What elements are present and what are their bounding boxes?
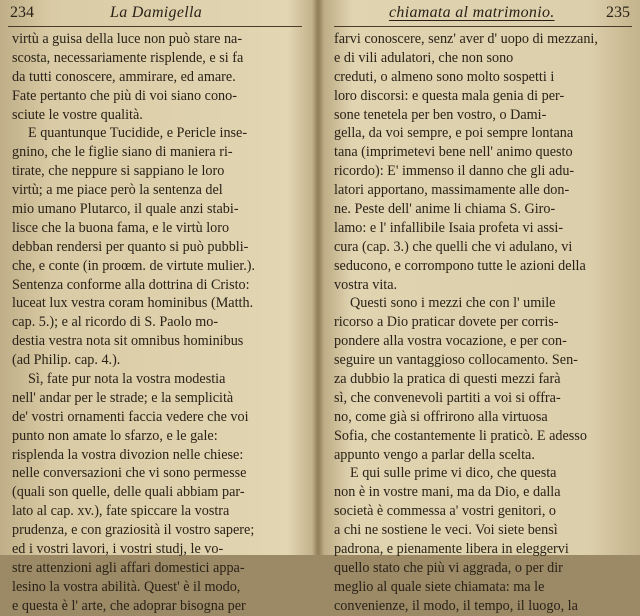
text-line: Sofia, che costantemente li praticò. E adesso [334,427,587,444]
text-line: risplenda la vostra divozion nelle chiese: [12,446,244,463]
text-line: lisce che la buona fama, e le virtù loro [12,219,230,236]
text-line: convenienze, il modo, il tempo, il luogo, la [334,597,578,614]
text-line: nell' andar per le strade; e la semplicità [12,389,234,406]
text-line: debban rendersi per quanto si può pubbli- [12,238,249,255]
text-line: società è commessa a' vostri genitori, o [334,503,557,520]
right-page-header [334,4,630,26]
text-line: padrona, e pienamente libera in eleggervi [334,541,569,558]
text-line: pondere alla vostra vocazione, e per con- [334,333,567,350]
text-line: quello stato che più vi aggrada, o per dir [334,559,563,576]
text-line: Sentenza conforme alla dottrina di Cristo: [12,276,250,293]
text-line: seducono, e corrompono tutte le azioni della [334,257,586,274]
book-gutter [312,0,324,555]
text-line: lesino la vostra abilità. Quest' è il modo, [12,578,241,595]
text-line: creduti, o almeno sono molto sospetti i [334,68,555,85]
left-page-text [12,30,304,616]
text-line: a chi ne sostiene le veci. Voi siete bensì [334,522,558,539]
text-line: nelle conversazioni che vi sono permesse [12,465,247,482]
left-page-header [10,4,298,26]
text-line: e di vili adulatori, che non sono [334,49,514,66]
text-line: cap. 5.); e al ricordo di S. Paolo mo- [12,314,219,331]
text-line: stre attenzioni agli affari domestici appa- [12,559,245,576]
text-line: (ad Philip. cap. 4.). [12,352,121,369]
text-line: E quantunque Tucidide, e Pericle inse- [28,125,248,142]
right-running-title: chiamata al matrimonio. [389,4,555,21]
text-line: punto non amate lo sfarzo, e le gale: [12,427,218,444]
text-line: ne. Peste dell' anime li chiama S. Giro- [334,201,556,218]
text-line: no, come già si offrirono alla virtuosa [334,408,548,425]
text-line: tirate, che neppure si sappiano le loro [12,163,225,180]
left-page-number: 234 [10,4,34,21]
text-line: Sì, fate pur nota la vostra modestia [28,371,226,388]
right-page-text [334,30,630,616]
text-line: lamo: e l' infallibile Isaia profeta vi assi- [334,219,564,236]
text-line: sciute le vostre qualità. [12,106,143,123]
text-line: za dubbio la pratica di questi mezzi farà [334,371,561,388]
text-line: Fate pertanto che più di voi siano cono- [12,87,237,104]
left-header-rule [8,26,302,27]
text-line: E qui sulle prime vi dico, che questa [350,465,557,482]
text-line: che, e conte (in proœm. de virtute mulier.). [12,257,256,274]
text-line: sì, che convenevoli partiti a voi si offra- [334,389,561,406]
text-line: prudenza, e con graziosità il vostro sapere; [12,522,255,539]
text-line: tana (imprimetevi bene nell' animo questo [334,144,573,161]
text-line: non è in vostre mani, ma da Dio, e dalla [334,484,561,501]
text-line: seguire un vantaggioso collocamento. Sen- [334,352,578,369]
text-line: scosta, necessariamente risplende, e si fa [12,49,244,66]
text-line: virtù a guisa della luce non può stare na- [12,31,243,47]
right-page [324,0,640,614]
text-line: de' vostri ornamenti faccia vedere che voi [12,408,249,425]
text-line: da tutti conoscere, ammirare, ed amare. [12,68,236,85]
text-line: virtù; a me piace però la sentenza del [12,182,223,199]
text-line: appunto vengo a parlar della scelta. [334,446,535,463]
text-line: ed i vostri lavori, i vostri studj, le vo- [12,541,224,558]
text-line: latori apportano, massimamente alle don- [334,182,570,199]
text-line: mio umano Plutarco, il quale anzi stabi- [12,201,239,218]
left-page [0,0,312,614]
text-line: luceat lux vestra coram hominibus (Matth. [12,295,254,312]
text-line: ricordo): E' immenso il danno che gli adu- [334,163,575,180]
text-line: cura (cap. 3.) che quelli che vi adulano, vi [334,238,573,255]
left-running-title: La Damigella [110,4,203,21]
text-line: farvi conoscere, senz' aver d' uopo di mezzani, [334,31,598,47]
text-line: e questa è l' arte, che adoprar bisogna per [12,597,246,614]
text-line: ricorso a Dio praticar dovete per corris- [334,314,559,331]
right-header-rule [334,26,632,27]
text-line: sone tenetela per ben vostro, o Dami- [334,106,547,123]
right-page-number: 235 [606,4,630,21]
text-line: lato al cap. xv.), fate spiccare la vostra [12,503,230,520]
text-line: gnino, che le figlie siano di maniera ri- [12,144,233,161]
text-line: Questi sono i mezzi che con l' umile [350,295,556,312]
text-line: (quali son quelle, delle quali abbiam par- [12,484,245,501]
text-line: gella, da voi sempre, e poi sempre lontana [334,125,574,142]
text-line: loro discorsi: e questa mala genia di per- [334,87,565,104]
text-line: meglio al quale siete chiamata: ma le [334,578,545,595]
text-line: destia vestra nota sit omnibus hominibus [12,333,244,350]
text-line: vostra vita. [334,276,398,293]
